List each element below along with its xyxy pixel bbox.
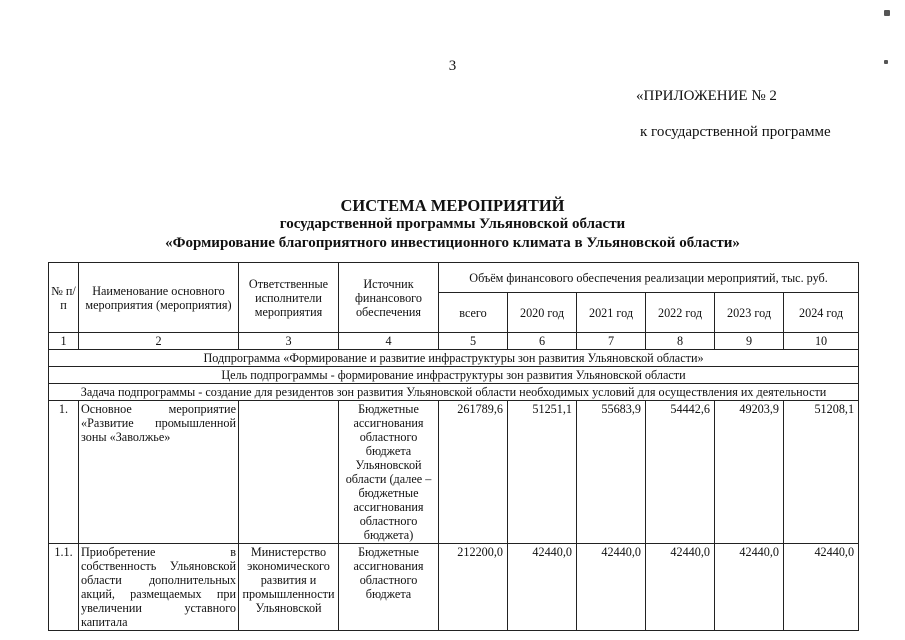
scan-mark [884,60,888,64]
row-num: 1.1. [49,544,79,631]
column-number: 1 [49,333,79,350]
row-2021: 42440,0 [577,544,646,631]
heading-line-3: «Формирование благоприятного инвестиционного климата в Ульяновской области» [165,235,740,251]
column-number: 7 [577,333,646,350]
row-responsible [239,401,339,544]
column-number: 10 [784,333,859,350]
row-2024: 42440,0 [784,544,859,631]
row-source: Бюджетные ассигнования областного бюджета Ульяновской области (далее – бюджетные ассигнования областного бюджета) [339,401,439,544]
heading-line-1: СИСТЕМА МЕРОПРИЯТИЙ [340,196,565,215]
page-number: 3 [448,58,457,74]
header-source: Источник финансового обеспечения [339,263,439,333]
column-number: 6 [508,333,577,350]
row-2023: 42440,0 [715,544,784,631]
header-2022: 2022 год [646,293,715,333]
header-2023: 2023 год [715,293,784,333]
column-number: 5 [439,333,508,350]
row-2023: 49203,9 [715,401,784,544]
row-source: Бюджетные ассигнования областного бюджета [339,544,439,631]
header-name: Наименование основного мероприятия (мероприятия) [79,263,239,333]
header-2020: 2020 год [508,293,577,333]
task-row: Задача подпрограммы - создание для резидентов зон развития Ульяновской области необходимых условий для осуществления их деятельности [49,384,859,401]
appendix-title: «ПРИЛОЖЕНИЕ № 2 [636,88,777,104]
header-num: № п/п [49,263,79,333]
row-2020: 51251,1 [508,401,577,544]
row-num: 1. [49,401,79,544]
subprogram-row: Подпрограмма «Формирование и развитие инфраструктуры зон развития Ульяновской области» [49,350,859,367]
column-number: 3 [239,333,339,350]
row-2024: 51208,1 [784,401,859,544]
header-responsible: Ответственные исполнители мероприятия [239,263,339,333]
row-responsible: Министерство экономического развития и промышленности Ульяновской [239,544,339,631]
row-2022: 54442,6 [646,401,715,544]
row-2022: 42440,0 [646,544,715,631]
column-number: 8 [646,333,715,350]
header-2021: 2021 год [577,293,646,333]
measures-table [48,262,859,631]
header-funding: Объём финансового обеспечения реализации мероприятий, тыс. руб. [439,263,859,293]
document-heading [0,196,905,253]
appendix-subtitle: к государственной программе [640,124,831,140]
goal-row: Цель подпрограммы - формирование инфраструктуры зон развития Ульяновской области [49,367,859,384]
scan-mark [884,10,890,16]
column-number: 4 [339,333,439,350]
heading-line-2: государственной программы Ульяновской области [279,216,626,232]
row-total: 212200,0 [439,544,508,631]
column-number: 2 [79,333,239,350]
row-2020: 42440,0 [508,544,577,631]
header-total: всего [439,293,508,333]
column-number: 9 [715,333,784,350]
row-name: Основное мероприятие «Развитие промышленной зоны «Заволжье» [79,401,239,544]
header-2024: 2024 год [784,293,859,333]
row-total: 261789,6 [439,401,508,544]
row-2021: 55683,9 [577,401,646,544]
row-name: Приобретение в собственность Ульяновской области дополнительных акций, размещаемых при увеличении уставного капитала [79,544,239,631]
